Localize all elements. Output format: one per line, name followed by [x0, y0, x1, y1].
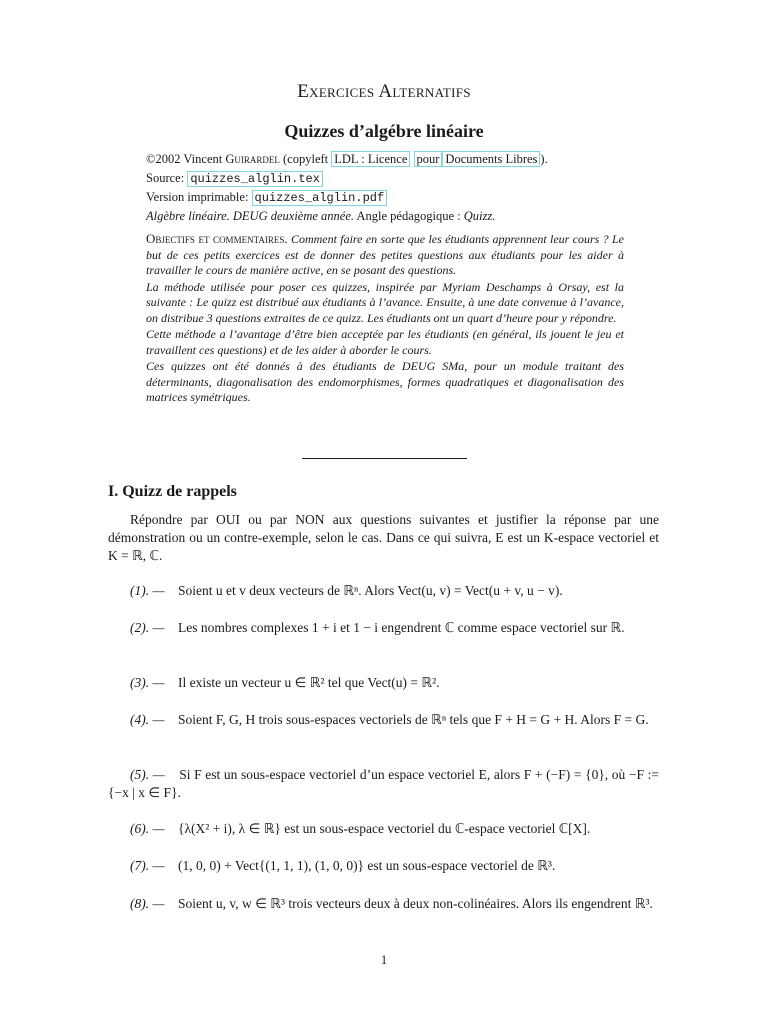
question-number: (3). —	[130, 675, 165, 690]
abstract-lead: Objectifs et commentaires.	[146, 231, 288, 246]
copyright-year: 2002	[155, 152, 181, 166]
question-number: (1). —	[130, 583, 165, 598]
question-text: {λ(X² + i), λ ∈ ℝ} est un sous-espace vectoriel du ℂ-espace vectoriel ℂ[X].	[178, 821, 591, 836]
abstract-paragraph-2: La méthode utilisée pour poser ces quizzes, inspirée par Myriam Deschamps à Orsay, est la suivante : Le quizz est distribué aux étudiants à l’avance. Ensuite, à une date convenue à l’avance, on distribue 3 questions extraites de ce quizz. Les étudiants ont un quart d’heure pour y répondre.	[146, 279, 624, 325]
question-text: (1, 0, 0) + Vect{(1, 1, 1), (1, 0, 0)} est un sous-espace vectoriel de ℝ³.	[178, 858, 556, 873]
author-last-name: Guirardel	[225, 152, 280, 166]
question-5	[108, 766, 659, 802]
course-line	[146, 207, 636, 226]
abstract-paragraph-3: Cette méthode a l’avantage d’être bien acceptée par les étudiants (en général, ils jouent le jeu et travaillent ces questions) et de les aider à aborder le cours.	[146, 327, 624, 357]
course-description: Algèbre linéaire. DEUG deuxième année.	[146, 209, 355, 223]
question-1	[108, 582, 659, 600]
question-text: Soient u, v, w ∈ ℝ³ trois vecteurs deux à deux non-colinéaires. Alors ils engendrent ℝ³.	[178, 896, 653, 911]
section-title: I. Quizz de rappels	[108, 483, 237, 500]
section-intro: Répondre par OUI ou par NON aux questions suivantes et justifier la réponse par une démonstration ou un contre-exemple, selon le cas. Dans ce qui suivra, E est un K-espace vectoriel et K = ℝ, ℂ.	[108, 512, 659, 563]
question-number: (5). —	[130, 767, 165, 782]
question-text: Les nombres complexes 1 + i et 1 − i engendrent ℂ comme espace vectoriel sur ℝ.	[178, 620, 625, 635]
abstract-p1-text: Comment faire en sorte que les étudiants apprennent leur cours ? Le but de ces petits exercices est de donner des petites questions aux étudiants pour les aider à travailler le cours de manière active, en se posant des questions.	[146, 232, 624, 277]
section-divider	[302, 458, 467, 459]
question-number: (6). —	[130, 821, 165, 836]
copyleft-close: ).	[540, 152, 548, 166]
angle-label: Angle pédagogique :	[356, 209, 461, 223]
print-version-label: Version imprimable:	[146, 190, 249, 204]
question-text: Soient u et v deux vecteurs de ℝⁿ. Alors Vect(u, v) = Vect(u + v, u − v).	[178, 583, 563, 598]
question-number: (2). —	[130, 620, 165, 635]
source-label: Source:	[146, 171, 185, 185]
question-6	[108, 820, 659, 838]
question-text: Si F est un sous-espace vectoriel d’un espace vectoriel E, alors F + (−F) = {0}, où −F := {−x | x ∈ F}.	[108, 767, 660, 800]
abstract	[146, 231, 624, 407]
question-3	[108, 674, 659, 692]
angle-value: Quizz.	[463, 209, 496, 223]
question-number: (8). —	[130, 896, 165, 911]
page-number: 1	[380, 952, 388, 967]
question-number: (4). —	[130, 712, 165, 727]
author-first-name: Vincent	[183, 152, 223, 166]
print-file-link[interactable]: quizzes_alglin.pdf	[252, 190, 388, 206]
page-title: Exercices Alternatifs	[297, 81, 471, 102]
source-file-link[interactable]: quizzes_alglin.tex	[187, 171, 323, 187]
question-text: Soient F, G, H trois sous-espaces vectoriels de ℝⁿ tels que F + H = G + H. Alors F = G.	[178, 712, 649, 727]
question-2	[108, 619, 659, 637]
question-8	[108, 895, 659, 913]
question-4	[108, 711, 659, 729]
question-number: (7). —	[130, 858, 165, 873]
abstract-paragraph-4: Ces quizzes ont été donnés à des étudiants de DEUG SMa, pour un module traitant des déterminants, diagonalisation des endomorphismes, formes quadratiques et diagonalisation des matrices symétriques.	[146, 359, 624, 404]
document-subtitle: Quizzes d’algébre linéaire	[284, 121, 484, 141]
source-line	[146, 169, 636, 189]
abstract-paragraph-1	[146, 231, 624, 279]
license-link-documents-libres[interactable]: Documents Libres	[442, 151, 540, 167]
license-link-ldl[interactable]: LDL : Licence	[331, 151, 410, 167]
print-version-line	[146, 188, 636, 208]
copyright-symbol: ©	[146, 152, 156, 166]
question-text: Il existe un vecteur u ∈ ℝ² tel que Vect(u) = ℝ².	[178, 675, 440, 690]
license-link-pour[interactable]: pour	[414, 151, 443, 167]
copyleft-open: (copyleft	[283, 152, 329, 166]
copyright-line	[146, 150, 636, 169]
question-7	[108, 857, 659, 875]
